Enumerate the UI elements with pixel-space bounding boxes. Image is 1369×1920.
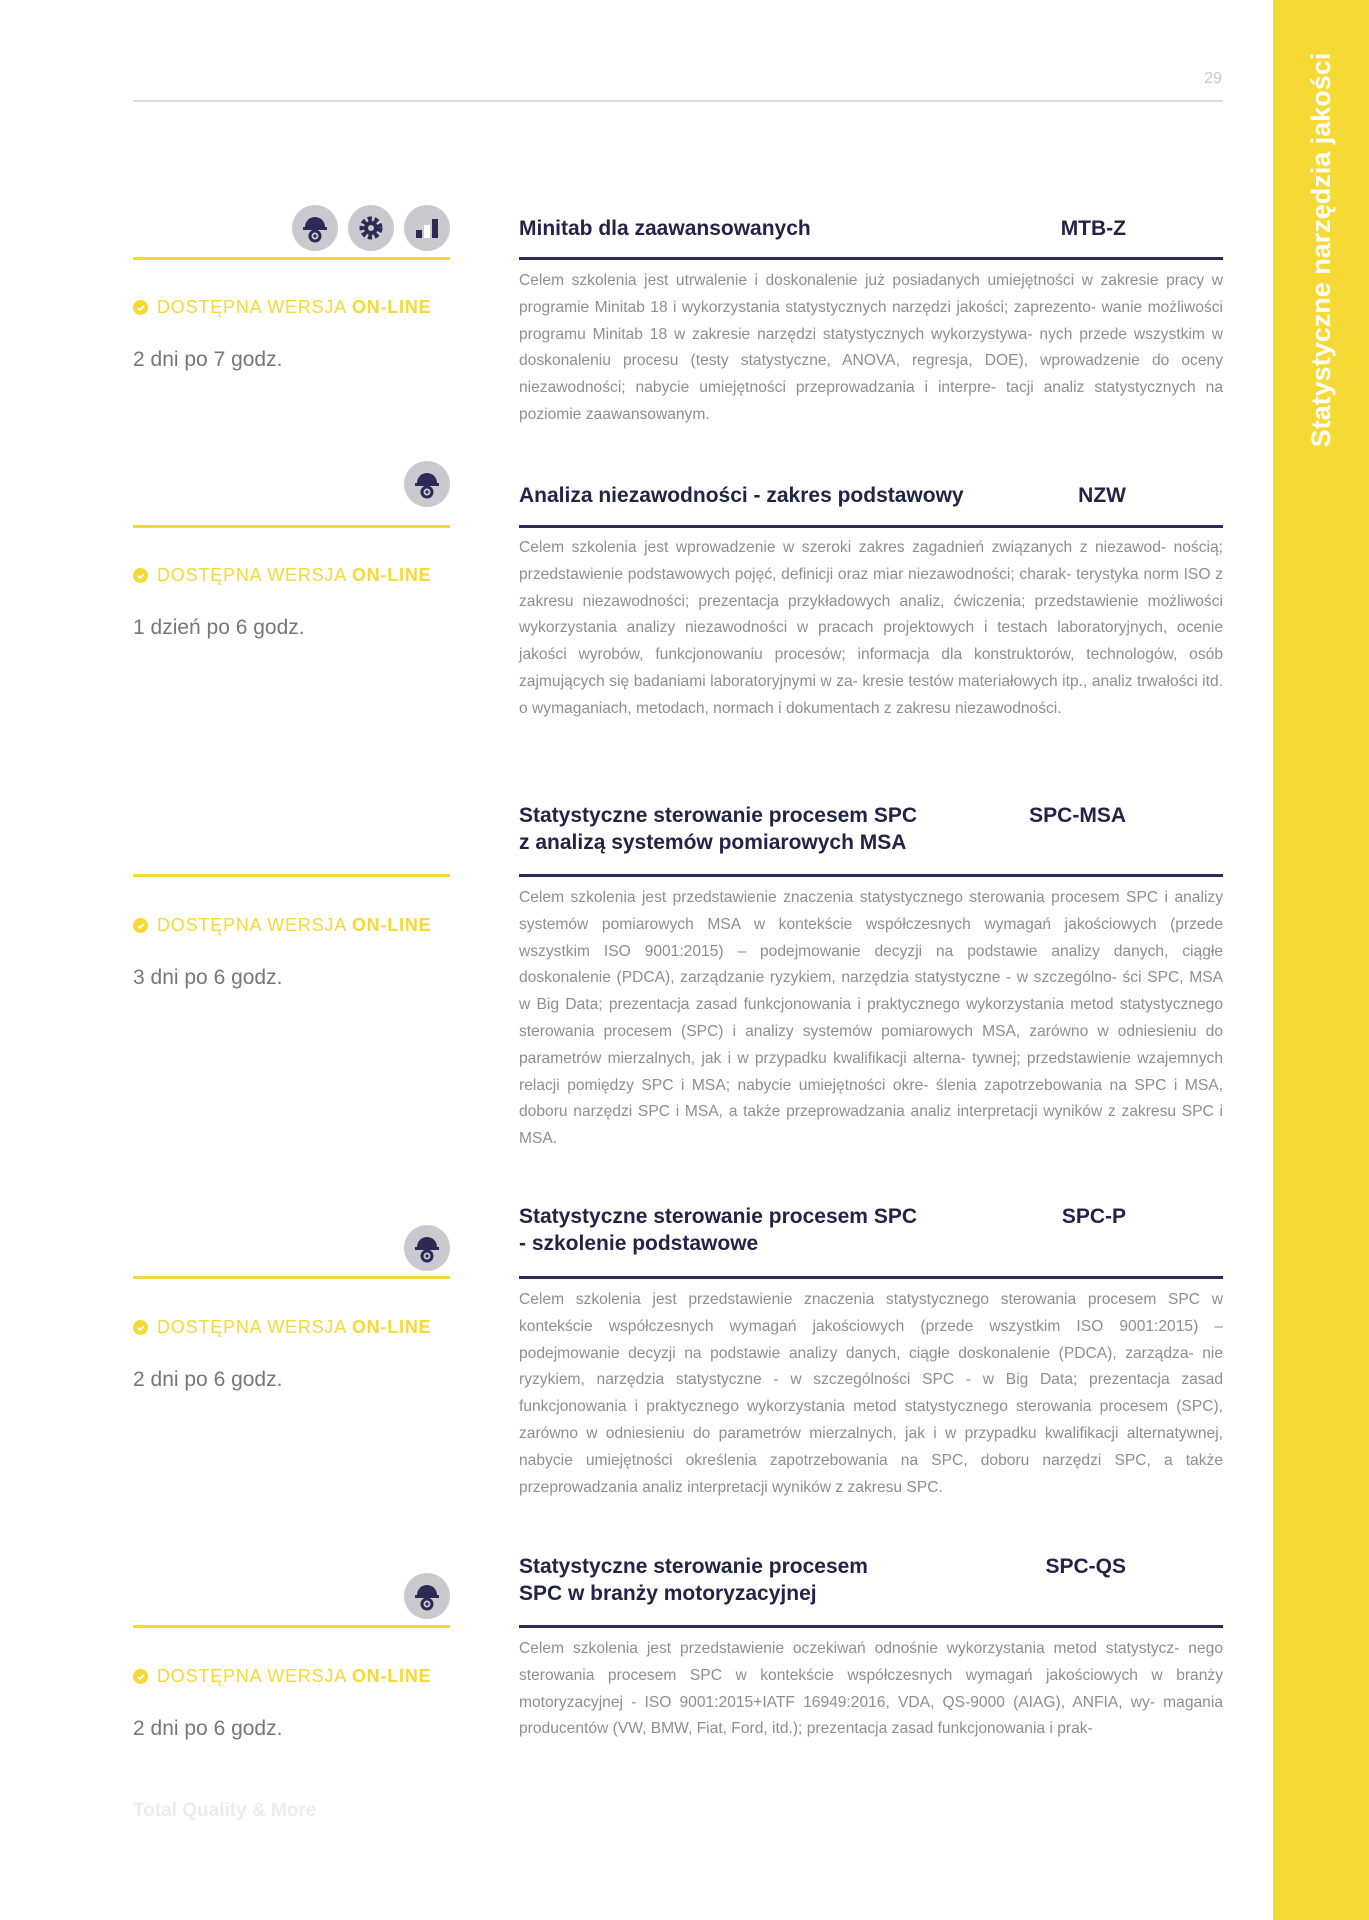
course-icons <box>404 1573 450 1619</box>
course-description: Celem szkolenia jest utrwalenie i doskonalenie już posiadanych umiejętności w zakresie pracy w programie Minitab 18 i wykorzystania statystycznych narzędzi jakości; zaprezento- wanie możliwości programu Minitab 18 w zakresie narzędzi statystycznych wykorzystywa- nych przede wszystkim w doskonaleniu procesu (testy statystyczne, ANOVA, regresja, DOE), wprowadzenie do oceny niezawodności; nabycie umiejętności przeprowadzania i interpre- tacji analiz statystycznych na poziomie zaawansowanym. <box>519 272 1223 423</box>
left-divider <box>133 1276 450 1279</box>
helmet-gear-icon <box>404 461 450 507</box>
online-badge <box>133 1317 431 1338</box>
course-description: Celem szkolenia jest przedstawienie znaczenia statystycznego sterowania procesem SPC i analizy systemów pomiarowych MSA w kontekście współczesnych wymagań jakościowych (przede wszystkim ISO 9001:2015) – podejmowanie decyzji na podstawie analizy danych, ciągłe doskonalenie (PDCA), zarządzanie ryzykiem, narzędzia statystyczne - w szczególno- ści SPC, MSA w Big Data; prezentacja zasad funkcjonowania i praktycznego wykorzystania metod statystycznego sterowania procesem (SPC) i analizy systemów pomiarowych MSA, zarówno w odniesieniu do parametrów mierzalnych, jak i w przypadku kwalifikacji alterna- tywnej; przedstawienie wzajemnych relacji pomiędzy SPC i MSA; nabycie umiejętności okre- ślenia zapotrzebowania na SPC i MSA, doboru narzędzi SPC i MSA, a także przeprowadzania analiz interpretacji wyników z zakresu SPC i MSA. <box>519 889 1223 1148</box>
course-description: Celem szkolenia jest przedstawienie oczekiwań odnośnie wykorzystania metod statystycz- nego sterowania procesem SPC w kontekście współczesnych wymagań jakościowych w branży motoryzacyjnej - ISO 9001:2015+IATF 16949:2016, VDA, QS-9000 (AIAG), ANFIA, wy- magania producentów (VW, BMW, Fiat, Ford, itd.); prezentacja zasad funkcjonowania i prak- <box>519 1640 1223 1738</box>
page-number: 29 <box>1204 70 1222 87</box>
course-code: NZW <box>1078 484 1126 507</box>
left-divider <box>133 257 450 260</box>
course-title <box>519 1203 1039 1257</box>
online-badge-prefix: DOSTĘPNA WERSJA <box>157 1666 347 1686</box>
title-divider <box>519 874 1223 877</box>
check-icon <box>133 300 148 315</box>
sidebar-title: Statystyczne narzędzia jakości <box>1306 52 1336 448</box>
course-title-line2: - szkolenie podstawowe <box>519 1232 759 1255</box>
course-title-line2: z analizą systemów pomiarowych MSA <box>519 831 907 854</box>
online-badge-prefix: DOSTĘPNA WERSJA <box>157 565 347 585</box>
course-duration: 1 dzień po 6 godz. <box>133 616 305 639</box>
check-icon <box>133 1669 148 1684</box>
course-title <box>519 1553 1039 1607</box>
online-badge <box>133 297 431 318</box>
course-duration: 2 dni po 6 godz. <box>133 1368 283 1391</box>
online-badge-prefix: DOSTĘPNA WERSJA <box>157 297 347 317</box>
online-badge <box>133 565 431 586</box>
header-divider <box>133 100 1223 102</box>
course-duration: 2 dni po 7 godz. <box>133 348 283 371</box>
course-duration: 3 dni po 6 godz. <box>133 966 283 989</box>
title-divider <box>519 1625 1223 1628</box>
course-code: MTB-Z <box>1060 217 1126 240</box>
helmet-gear-icon <box>292 205 338 251</box>
course-title: Analiza niezawodności - zakres podstawowy <box>519 484 964 507</box>
left-divider <box>133 1625 450 1628</box>
check-icon <box>133 1320 148 1335</box>
chart-icon <box>404 205 450 251</box>
course-title <box>519 802 1039 856</box>
helmet-gear-icon <box>404 1573 450 1619</box>
online-badge-emphasis: ON-LINE <box>351 565 432 585</box>
check-icon <box>133 568 148 583</box>
online-badge-emphasis: ON-LINE <box>351 297 432 317</box>
course-title-line1: Statystyczne sterowanie procesem SPC <box>519 1205 917 1228</box>
title-divider <box>519 257 1223 260</box>
course-code: SPC-MSA <box>1029 804 1126 827</box>
online-badge <box>133 1666 431 1687</box>
title-divider <box>519 525 1223 528</box>
online-badge-prefix: DOSTĘPNA WERSJA <box>157 915 347 935</box>
online-badge-emphasis: ON-LINE <box>351 915 432 935</box>
course-icons <box>404 1225 450 1271</box>
course-description: Celem szkolenia jest przedstawienie znaczenia statystycznego sterowania procesem SPC w kontekście współczesnych wymagań jakościowych (przede wszystkim ISO 9001:2015) – podejmowanie decyzji na podstawie analizy danych, ciągłe doskonalenie (PDCA), zarządza- nie ryzykiem, narzędzia statystyczne - w szczególności SPC - w Big Data; prezentacja zasad funkcjonowania i praktycznego wykorzystania metod statystycznego sterowania procesem (SPC), zarówno w odniesieniu do parametrów mierzalnych, jak i w przypadku kwalifikacji alternatywnej, nabycie umiejętności określenia zapotrzebowania na SPC, doboru narzędzi SPC, a także przeprowadzania analiz interpretacji wyników z zakresu SPC. <box>519 1291 1223 1496</box>
check-icon <box>133 918 148 933</box>
course-title-line1: Statystyczne sterowanie procesem SPC <box>519 804 917 827</box>
footer-brand: Total Quality & More <box>133 1800 317 1821</box>
course-title-line1: Statystyczne sterowanie procesem <box>519 1555 868 1578</box>
course-title-line2: SPC w branży motoryzacyjnej <box>519 1582 817 1605</box>
course-icons <box>292 205 450 251</box>
course-duration: 2 dni po 6 godz. <box>133 1717 283 1740</box>
online-badge-emphasis: ON-LINE <box>351 1666 432 1686</box>
online-badge-emphasis: ON-LINE <box>351 1317 432 1337</box>
helmet-gear-icon <box>404 1225 450 1271</box>
online-badge-prefix: DOSTĘPNA WERSJA <box>157 1317 347 1337</box>
course-description: Celem szkolenia jest wprowadzenie w szeroki zakres zagadnień związanych z niezawod- nością; przedstawienie podstawowych pojęć, definicji oraz miar niezawodności; charak- terystyka norm ISO z zakresu niezawodności; prezentacja przykładowych analiz, ćwiczenia; przedstawienie możliwości wykorzystania analizy niezawodności w pracach projektowych i testach laboratoryjnych, ocenie jakości wyrobów, funkcjonowaniu procesów; informacja dla konstruktorów, technologów, osób zajmujących się badaniami laboratoryjnymi w za- kresie testów materiałowych itp., analiz trwałości itd. o wymaganiach, metodach, normach i dokumentach z zakresu niezawodności. <box>519 539 1223 717</box>
course-title: Minitab dla zaawansowanych <box>519 217 811 240</box>
online-badge <box>133 915 431 936</box>
left-divider <box>133 525 450 528</box>
course-code: SPC-QS <box>1045 1555 1126 1578</box>
title-divider <box>519 1276 1223 1279</box>
gear-icon <box>348 205 394 251</box>
course-icons <box>404 461 450 507</box>
course-code: SPC-P <box>1061 1205 1126 1228</box>
left-divider <box>133 874 450 877</box>
